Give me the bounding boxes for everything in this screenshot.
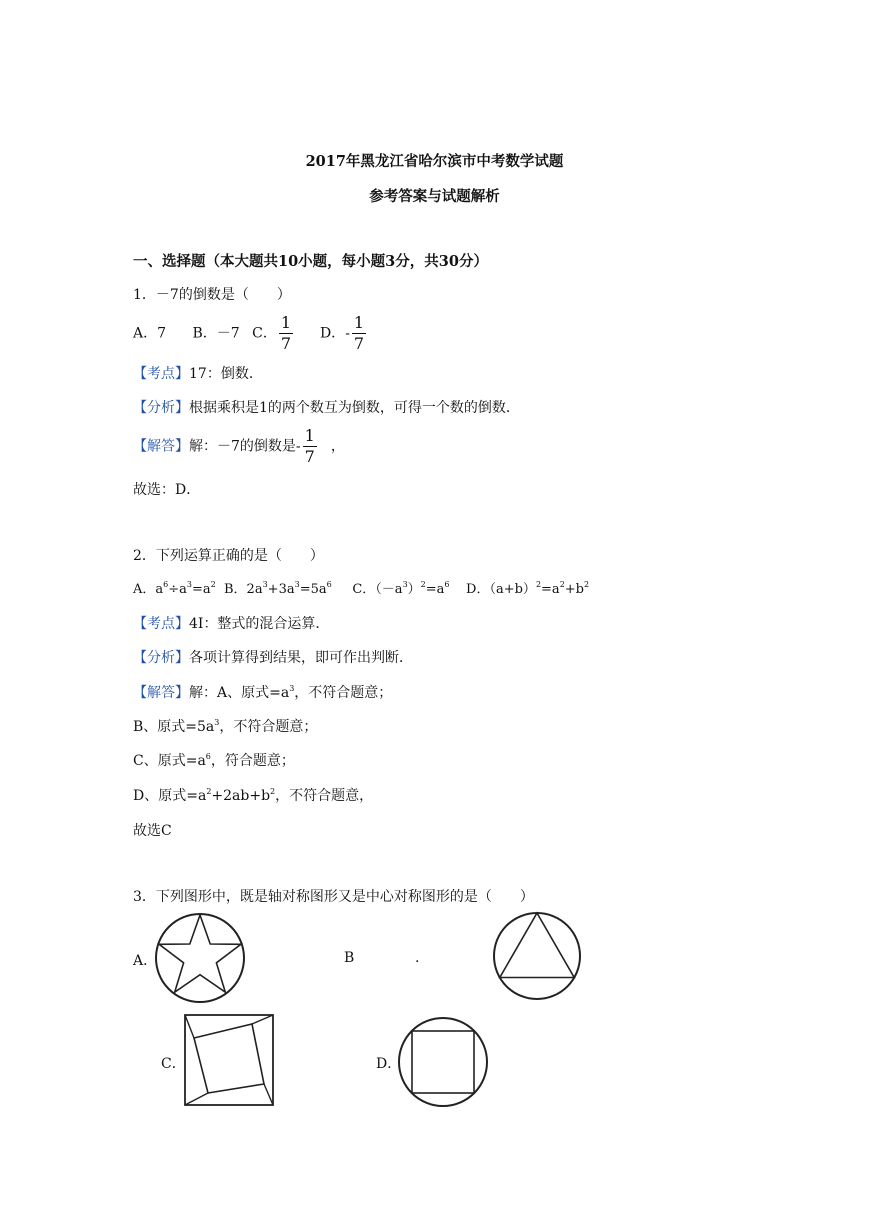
rotated-square-in-square-figure: [184, 1014, 274, 1106]
q1-fenxi: 【分析】根据乘积是1的两个数互为倒数，可得一个数的倒数．: [133, 400, 520, 416]
q3-dot-b: .: [415, 950, 420, 966]
q1-jieda: 【解答】解：－7的倒数是- $\frac{1}{7}$ ，: [133, 426, 345, 466]
fraction: $\frac{1}{7}$: [280, 313, 292, 353]
triangle-in-circle-figure: [492, 911, 582, 1001]
q2-line-b: B、原式$=5a^3$，不符合题意；: [133, 718, 318, 735]
q1-stem: 1．－7的倒数是（ ）: [133, 287, 291, 303]
q1-option-a: A．7: [133, 325, 167, 342]
section-heading: 一、选择题（本大题共10小题，每小题3分，共30分）: [133, 253, 488, 270]
document-title: 2017年黑龙江省哈尔滨市中考数学试题: [305, 153, 564, 170]
fraction: $\frac{1}{7}$: [353, 313, 365, 353]
square-in-circle-figure: [397, 1016, 489, 1108]
q1-option-b: B．－7: [192, 325, 240, 342]
q1-answer: 故选：D．: [133, 482, 201, 498]
fraction: $\frac{1}{7}$: [304, 426, 315, 466]
q2-options: A．$a^6\div a^3=a^2$ B．$2a^3+3a^3=5a^6$ C．$(-a^3)^2=a^6$ D．$(a+b)^2=a^2+b^2$: [133, 580, 590, 597]
q2-line-d: D、原式$=a^2+2ab+b^2$，不符合题意，: [133, 787, 374, 804]
q2-stem: 2．下列运算正确的是（ ）: [133, 548, 324, 564]
document-subtitle: 参考答案与试题解析: [369, 188, 500, 205]
q2-jieda: 【解答】解：A、原式$=a^3$，不符合题意；: [133, 684, 393, 701]
q3-label-c: C．: [161, 1056, 186, 1072]
q3-stem: 3．下列图形中，既是轴对称图形又是中心对称图形的是（ ）: [133, 889, 534, 905]
q1-options: A．7 B．－7 C． $\frac{1}{7}$ D．- $\frac{1}{7}$: [133, 313, 365, 353]
star-in-circle-figure: [154, 912, 246, 1004]
q1-option-c-label: C．: [252, 325, 277, 342]
q3-label-a: A．: [133, 953, 158, 969]
q1-kaodian: 【考点】17：倒数．: [133, 366, 263, 382]
q2-line-c: C、原式$=a^6$，符合题意；: [133, 752, 295, 769]
q3-label-d: D．: [376, 1056, 402, 1072]
q3-label-b: B: [344, 950, 355, 966]
q2-kaodian: 【考点】4I：整式的混合运算．: [133, 616, 330, 632]
q2-fenxi: 【分析】各项计算得到结果，即可作出判断．: [133, 650, 413, 666]
q1-option-d-label: D．: [319, 325, 346, 342]
q2-answer: 故选C: [133, 823, 172, 839]
